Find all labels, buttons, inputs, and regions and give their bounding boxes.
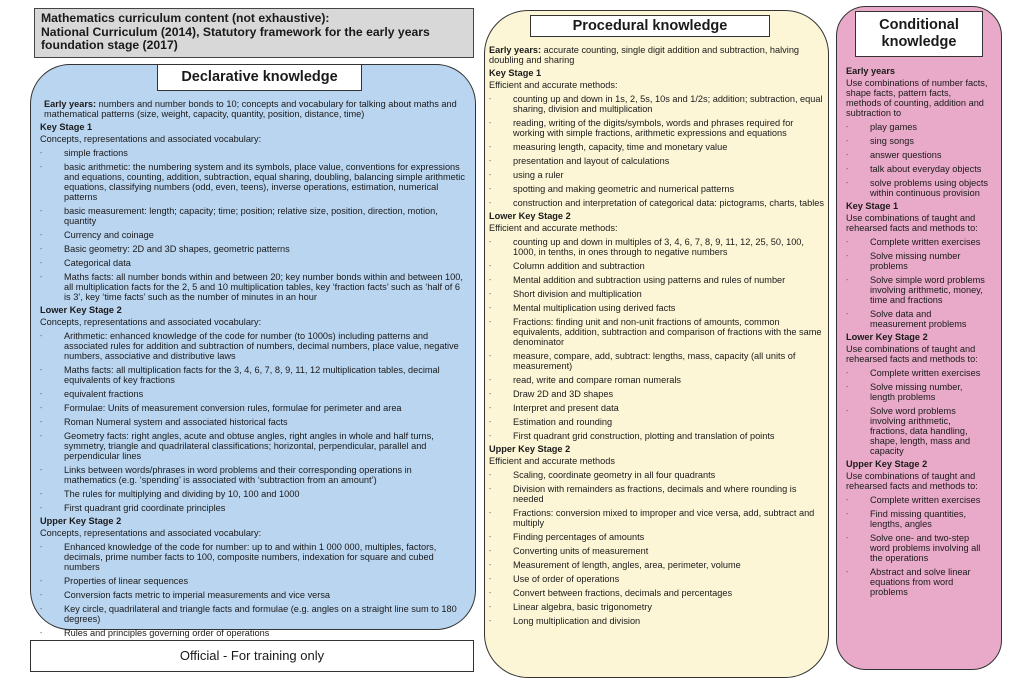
list-item: - Mental addition and subtraction using patterns and rules of number — [489, 275, 825, 285]
header-line-2: National Curriculum (2014), Statutory framework for the early years foundation stage (2017) — [41, 24, 430, 52]
section-heading: Lower Key Stage 2 — [489, 211, 571, 221]
bullet-list — [40, 542, 466, 638]
list-item: - Complete written exercises — [846, 237, 988, 247]
list-item: - Estimation and rounding — [489, 417, 825, 427]
section-heading: Key Stage 1 — [40, 122, 93, 132]
list-item: - Column addition and subtraction — [489, 261, 825, 271]
list-item: - Rules and principles governing order of operations — [40, 628, 466, 638]
list-item: - First quadrant grid coordinate principles — [40, 503, 466, 513]
list-item: - Finding percentages of amounts — [489, 532, 825, 542]
bullet-list — [489, 94, 825, 208]
list-item: - basic measurement: length; capacity; time; position; relative size, position, direction, motion, quantity — [40, 206, 466, 226]
list-item: - Measurement of length, angles, area, perimeter, volume — [489, 560, 825, 570]
bullet-list — [40, 331, 466, 513]
list-item: - solve problems using objects within continuous provision — [846, 178, 988, 198]
section-intro: Use combinations of taught and rehearsed facts and methods to: — [846, 471, 978, 491]
list-item: - Abstract and solve linear equations from word problems — [846, 567, 988, 597]
list-item: - Interpret and present data — [489, 403, 825, 413]
bullet-list — [846, 495, 988, 597]
list-item: - Currency and coinage — [40, 230, 466, 240]
bullet-list — [489, 470, 825, 626]
list-item: - measure, compare, add, subtract: lengths, mass, capacity (all units of measurement) — [489, 351, 825, 371]
list-item: - Converting units of measurement — [489, 546, 825, 556]
list-item: - talk about everyday objects — [846, 164, 988, 174]
section-intro: Use combinations of taught and rehearsed facts and methods to: — [846, 213, 978, 233]
list-item: - Short division and multiplication — [489, 289, 825, 299]
list-item: - Categorical data — [40, 258, 466, 268]
bullet-list — [846, 122, 988, 198]
list-item: - Complete written exercises — [846, 495, 988, 505]
list-item: - counting up and down in 1s, 2, 5s, 10s and 1/2s; addition; subtraction, equal sharing, division and multiplication — [489, 94, 825, 114]
list-item: - simple fractions — [40, 148, 466, 158]
section-intro: Concepts, representations and associated vocabulary: — [40, 317, 262, 327]
list-item: - Complete written exercises — [846, 368, 988, 378]
list-item: - equivalent fractions — [40, 389, 466, 399]
declarative-title: Declarative knowledge — [157, 64, 362, 91]
section-heading: Lower Key Stage 2 — [40, 305, 122, 315]
list-item: - play games — [846, 122, 988, 132]
section-intro: Efficient and accurate methods — [489, 456, 615, 466]
list-item: - using a ruler — [489, 170, 825, 180]
declarative-early-years — [40, 99, 466, 119]
list-item: - Solve missing number, length problems — [846, 382, 988, 402]
early-years-text: numbers and number bonds to 10; concepts and vocabulary for talking about maths and mathematical patterns (size, weight, capacity, quantity, position, distance, time) — [44, 99, 457, 119]
section-intro: Efficient and accurate methods: — [489, 223, 618, 233]
section-heading: Key Stage 1 — [846, 201, 899, 211]
section-intro: Concepts, representations and associated vocabulary: — [40, 528, 262, 538]
list-item: - Roman Numeral system and associated historical facts — [40, 417, 466, 427]
header-line-1: Mathematics curriculum content (not exhaustive): — [41, 11, 330, 25]
list-item: - Fractions: finding unit and non-unit fractions of amounts, common equivalents, addition, subtraction and comparison of fractions with the same denominator — [489, 317, 825, 347]
bullet-list — [846, 237, 988, 329]
section-intro: Use combinations of number facts, shape facts, pattern facts, methods of counting, addition and subtraction to — [846, 78, 988, 118]
bullet-list — [40, 148, 466, 302]
list-item: - Solve one- and two-step word problems involving all the operations — [846, 533, 988, 563]
section-heading: Upper Key Stage 2 — [846, 459, 928, 469]
conditional-title: Conditional knowledge — [855, 11, 983, 57]
list-item: - Use of order of operations — [489, 574, 825, 584]
list-item: - First quadrant grid construction, plotting and translation of points — [489, 431, 825, 441]
list-item: - Enhanced knowledge of the code for number: up to and within 1 000 000, multiples, factors, decimals, prime number facts to 100, composite numbers, indexation for square and cubed numbers — [40, 542, 466, 572]
bullet-list — [846, 368, 988, 456]
list-item: - construction and interpretation of categorical data: pictograms, charts, tables — [489, 198, 825, 208]
list-item: - Maths facts: all multiplication facts for the 3, 4, 6, 7, 8, 9, 11, 12 multiplication tables, decimal equivalents of key fractions — [40, 365, 466, 385]
list-item: - Solve data and measurement problems — [846, 309, 988, 329]
list-item: - Fractions: conversion mixed to improper and vice versa, add, subtract and multiply — [489, 508, 825, 528]
list-item: - counting up and down in multiples of 3, 4, 6, 7, 8, 9, 11, 12, 25, 50, 100, 1000, in tenths, in ones through to negative numbers — [489, 237, 825, 257]
list-item: - reading, writing of the digits/symbols, words and phrases required for working with simple fractions, arithmetic expressions and equations — [489, 118, 825, 138]
early-years-text: accurate counting, single digit addition and subtraction, halving doubling and sharing — [489, 45, 800, 65]
procedural-content — [489, 43, 825, 626]
list-item: - spotting and making geometric and numerical patterns — [489, 184, 825, 194]
list-item: - read, write and compare roman numerals — [489, 375, 825, 385]
list-item: - basic arithmetic: the numbering system and its symbols, place value, conventions for expressions and equations, counting, addition, subtraction, equal sharing, doubling, balancing simple arithmetic equations, classifying numbers (odd, even, teens), inverse operations, estimation, numerical patterns — [40, 162, 466, 202]
list-item: - Links between words/phrases in word problems and their corresponding operations in mathematics (e.g. ‘spending’ is associated with ‘subtraction from an amount’) — [40, 465, 466, 485]
list-item: - Solve word problems involving arithmetic, fractions, data handling, shape, length, mass and capacity — [846, 406, 988, 456]
section-heading: Early years — [846, 66, 896, 76]
list-item: - Solve missing number problems — [846, 251, 988, 271]
list-item: - Division with remainders as fractions, decimals and where rounding is needed — [489, 484, 825, 504]
section-heading: Upper Key Stage 2 — [40, 516, 122, 526]
section-intro: Efficient and accurate methods: — [489, 80, 618, 90]
list-item: - answer questions — [846, 150, 988, 160]
list-item: - Convert between fractions, decimals and percentages — [489, 588, 825, 598]
section-intro: Concepts, representations and associated vocabulary: — [40, 134, 262, 144]
footer-label: Official - For training only — [30, 640, 474, 672]
section-heading: Lower Key Stage 2 — [846, 332, 928, 342]
list-item: - Basic geometry: 2D and 3D shapes, geometric patterns — [40, 244, 466, 254]
list-item: - Properties of linear sequences — [40, 576, 466, 586]
conditional-content — [846, 63, 988, 597]
section-heading: Upper Key Stage 2 — [489, 444, 571, 454]
list-item: - Formulae: Units of measurement conversion rules, formulae for perimeter and area — [40, 403, 466, 413]
list-item: - The rules for multiplying and dividing by 10, 100 and 1000 — [40, 489, 466, 499]
list-item: - Mental multiplication using derived facts — [489, 303, 825, 313]
list-item: - Conversion facts metric to imperial measurements and vice versa — [40, 590, 466, 600]
early-years-label: Early years: — [489, 45, 542, 55]
document-header — [34, 8, 474, 58]
list-item: - Scaling, coordinate geometry in all four quadrants — [489, 470, 825, 480]
list-item: - measuring length, capacity, time and monetary value — [489, 142, 825, 152]
procedural-early-years — [489, 45, 825, 65]
list-item: - Draw 2D and 3D shapes — [489, 389, 825, 399]
list-item: - sing songs — [846, 136, 988, 146]
section-heading: Key Stage 1 — [489, 68, 542, 78]
bullet-list — [489, 237, 825, 441]
procedural-title: Procedural knowledge — [530, 15, 770, 37]
list-item: - Key circle, quadrilateral and triangle facts and formulae (e.g. angles on a straight line sum to 180 degrees) — [40, 604, 466, 624]
list-item: - Geometry facts: right angles, acute and obtuse angles, right angles in whole and half turns, symmetry, triangle and quadrilateral classifications; horizontal, perpendicular, parallel and perpendicular lines — [40, 431, 466, 461]
section-intro: Use combinations of taught and rehearsed facts and methods to: — [846, 344, 978, 364]
list-item: - Arithmetic: enhanced knowledge of the code for number (to 1000s) including patterns and associated rules for addition and subtraction of numbers, decimal numbers, place value, negative numbers, associative and distributive laws — [40, 331, 466, 361]
early-years-label: Early years: — [44, 99, 97, 109]
list-item: - Maths facts: all number bonds within and between 20; key number bonds within and between 100, all multiplication facts for the 2, 5 and 10 multiplication tables, key ‘fraction facts’ such as ‘half of 6 is 3’, key ‘time facts’ such as the number of minutes in an hour — [40, 272, 466, 302]
list-item: - Linear algebra, basic trigonometry — [489, 602, 825, 612]
declarative-content — [40, 97, 466, 638]
list-item: - presentation and layout of calculations — [489, 156, 825, 166]
list-item: - Solve simple word problems involving arithmetic, money, time and fractions — [846, 275, 988, 305]
list-item: - Long multiplication and division — [489, 616, 825, 626]
list-item: - Find missing quantities, lengths, angles — [846, 509, 988, 529]
